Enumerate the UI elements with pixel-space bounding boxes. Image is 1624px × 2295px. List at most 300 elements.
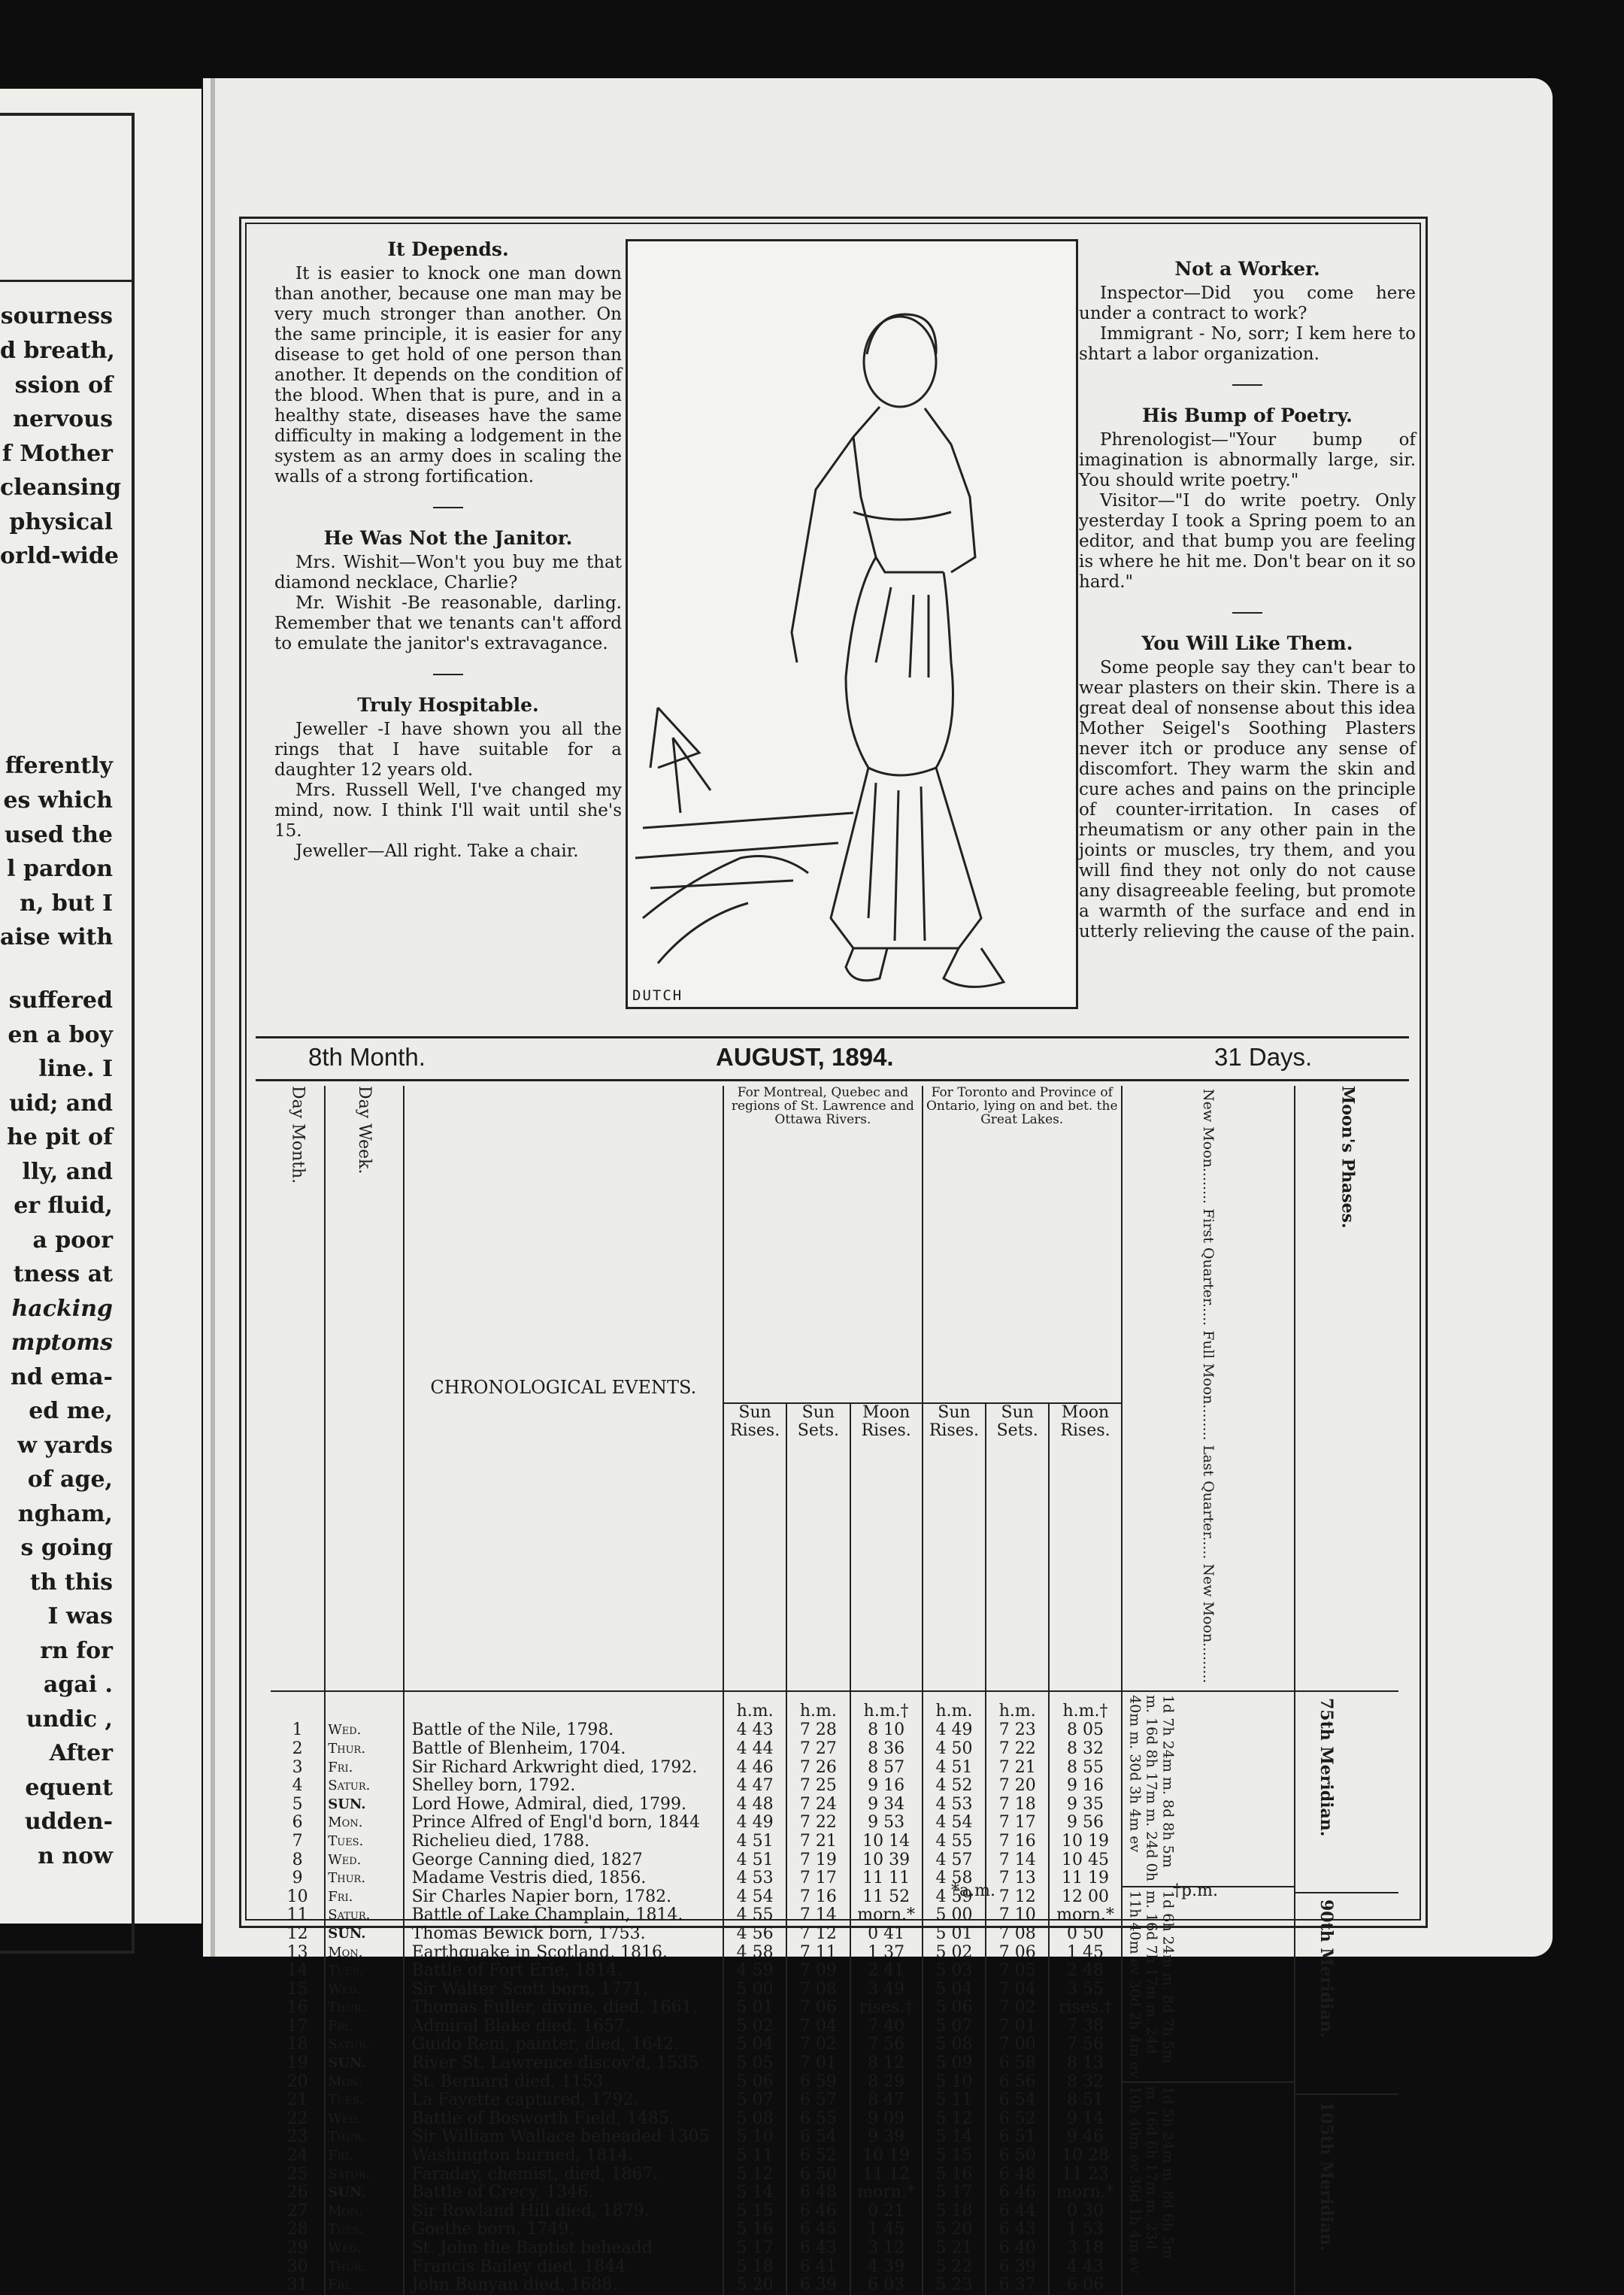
toronto-sun-set: 6 40 [986, 2239, 1049, 2258]
day-of-week: Tues. [325, 2091, 403, 2110]
montreal-sun-rise: 4 43 [723, 1721, 786, 1740]
montreal-sun-set: 7 09 [786, 1962, 850, 1981]
montreal-sun-set: 7 08 [786, 1981, 850, 1999]
day-of-week: Fri. [325, 1759, 403, 1778]
toronto-sun-rise: 5 12 [923, 2110, 986, 2129]
blank-cell [325, 1691, 403, 1721]
dialogue-line: Mrs. Wishit—Won't you buy me that diamond necklace, Charlie? [274, 553, 622, 593]
meridian-label: 90th Meridian. [1316, 1899, 1337, 2039]
toronto-moon-rise: 6 06 [1049, 2276, 1121, 2295]
toronto-moon-rise: 8 13 [1049, 2054, 1121, 2073]
blank-cell [271, 1691, 325, 1721]
day-of-month: 22 [286, 2109, 308, 2128]
header-sun-rises: Sun Rises. [923, 1403, 986, 1691]
day-of-month: 14 [286, 1961, 308, 1981]
montreal-moon-rise: 10 39 [850, 1851, 923, 1870]
meridian-block [1295, 2093, 1398, 2295]
header-montreal-group: For Montreal, Quebec and regions of St. Lawrence and Ottawa Rivers. [723, 1086, 923, 1403]
left-page-line: es which [3, 787, 113, 814]
montreal-sun-rise: 4 46 [723, 1759, 786, 1778]
day-of-month: 23 [286, 2127, 308, 2147]
event-description: Sir William Wallace beheaded 1305 [404, 2128, 723, 2147]
montreal-sun-set: 7 11 [786, 1944, 850, 1963]
unit-label: h.m.† [850, 1691, 923, 1721]
toronto-sun-rise: 4 51 [923, 1759, 986, 1778]
left-page-line: l pardon [7, 856, 113, 882]
montreal-sun-rise: 4 49 [723, 1814, 786, 1833]
day-of-month: 20 [286, 2072, 308, 2091]
dialogue-line: Jeweller -I have shown you all the rings that I have suitable for a daughter 12 years old. [274, 720, 622, 780]
montreal-sun-set: 7 21 [786, 1833, 850, 1851]
montreal-moon-rise: 2 41 [850, 1962, 923, 1981]
header-moon-rises: Moon Rises. [1049, 1403, 1121, 1691]
left-page-line: nervous [13, 406, 113, 432]
event-description: La Fayette captured, 1792. [404, 2091, 723, 2110]
toronto-sun-rise: 5 15 [923, 2147, 986, 2166]
montreal-moon-rise: 11 11 [850, 1869, 923, 1888]
left-page-line: s going [20, 1535, 113, 1561]
montreal-moon-rise: 10 19 [850, 2147, 923, 2166]
toronto-sun-rise: 4 52 [923, 1777, 986, 1796]
event-description: John Bunyan died, 1688. [404, 2276, 723, 2295]
montreal-sun-set: 7 27 [786, 1740, 850, 1759]
day-of-month: 31 [286, 2275, 308, 2295]
montreal-sun-rise: 5 11 [723, 2147, 786, 2166]
left-page-line: sourness [0, 303, 113, 329]
day-of-month: 2 [292, 1739, 303, 1758]
phase-times: 1d 7h 24m m. 8d 8h 5m m. 16d 8h 17m m. 24d 0h 40m m. 30d 3h 4m ev [1126, 1695, 1177, 1882]
header-sun-sets: Sun Sets. [986, 1403, 1049, 1691]
day-of-week: Wed. [325, 2239, 403, 2258]
toronto-sun-rise: 5 08 [923, 2036, 986, 2054]
montreal-sun-rise: 5 10 [723, 2128, 786, 2147]
toronto-sun-rise: 5 21 [923, 2239, 986, 2258]
montreal-sun-rise: 5 18 [723, 2258, 786, 2277]
montreal-moon-rise: 1 37 [850, 1944, 923, 1963]
phase-times-block [1123, 2081, 1295, 2277]
montreal-sun-set: 6 41 [786, 2258, 850, 2277]
toronto-moon-rise: 9 46 [1049, 2128, 1121, 2147]
left-page-line: I was [47, 1603, 113, 1630]
montreal-moon-rise: 3 49 [850, 1981, 923, 1999]
left-page-line: ssion of [14, 372, 113, 399]
toronto-sun-rise: 5 20 [923, 2221, 986, 2239]
toronto-sun-rise: 4 58 [923, 1869, 986, 1888]
montreal-moon-rise: 8 47 [850, 2091, 923, 2110]
days-count: 31 Days. [1214, 1043, 1313, 1071]
event-description: St. Bernard died, 1153. [404, 2073, 723, 2092]
meridian-label: 105th Meridian. [1316, 2101, 1337, 2251]
toronto-moon-rise: 10 19 [1049, 1833, 1121, 1851]
montreal-sun-rise: 5 16 [723, 2221, 786, 2239]
montreal-sun-set: 6 45 [786, 2221, 850, 2239]
montreal-sun-rise: 5 00 [723, 1981, 786, 1999]
left-page-line: mptoms [11, 1329, 113, 1356]
unit-label: h.m. [723, 1691, 786, 1721]
day-of-week: Thur. [325, 2128, 403, 2147]
event-description: Lord Howe, Admiral, died, 1799. [404, 1796, 723, 1814]
left-page-line: tness at [13, 1261, 113, 1287]
toronto-sun-rise: 5 02 [923, 1944, 986, 1963]
footnote-pm: †p.m. [1173, 1881, 1218, 1900]
toronto-sun-rise: 5 09 [923, 2054, 986, 2073]
montreal-sun-set: 6 52 [786, 2147, 850, 2166]
event-description: Sir Rowland Hill died, 1879. [404, 2203, 723, 2221]
montreal-moon-rise: 9 34 [850, 1796, 923, 1814]
event-description: Sir Walter Scott born, 1771. [404, 1981, 723, 1999]
event-description: Richelieu died, 1788. [404, 1833, 723, 1851]
montreal-sun-set: 7 01 [786, 2054, 850, 2073]
left-page-line: uid; and [9, 1090, 113, 1117]
toronto-sun-set: 6 39 [986, 2258, 1049, 2277]
toronto-sun-set: 7 10 [986, 1906, 1049, 1925]
day-of-week: Fri. [325, 2147, 403, 2166]
toronto-moon-rise: 8 51 [1049, 2091, 1121, 2110]
toronto-moon-rise: 7 56 [1049, 2036, 1121, 2054]
left-page-line: w yards [17, 1432, 113, 1459]
toronto-sun-rise: 5 00 [923, 1906, 986, 1925]
montreal-sun-set: 6 57 [786, 2091, 850, 2110]
event-description: Battle of Fort Erie, 1814. [404, 1962, 723, 1981]
toronto-sun-set: 7 22 [986, 1740, 1049, 1759]
header-moon-rises: Moon Rises. [850, 1403, 923, 1691]
separator [1232, 612, 1262, 614]
day-of-month: 21 [286, 2090, 308, 2110]
day-of-week: Thur. [325, 1869, 403, 1888]
header-sun-sets: Sun Sets. [786, 1403, 850, 1691]
day-of-week: Satur. [325, 2166, 403, 2184]
event-description: Sir Richard Arkwright died, 1792. [404, 1759, 723, 1778]
toronto-sun-set: 6 37 [986, 2276, 1049, 2295]
header-day-week: Day Week. [325, 1086, 403, 1691]
montreal-sun-set: 6 54 [786, 2128, 850, 2147]
montreal-sun-set: 7 26 [786, 1759, 850, 1778]
toronto-moon-rise: 3 55 [1049, 1981, 1121, 1999]
day-of-month: 4 [292, 1776, 303, 1796]
day-of-month: 8 [292, 1850, 303, 1869]
toronto-sun-rise: 4 55 [923, 1833, 986, 1851]
dialogue-line: Visitor—"I do write poetry. Only yesterday I took a Spring poem to an editor, and that bump you are feeling is where he hit me. Don't bear on it so hard." [1079, 491, 1416, 592]
moon-phase-times [1122, 1691, 1295, 2295]
toronto-sun-rise: 5 16 [923, 2166, 986, 2184]
day-of-week: Mon. [325, 2073, 403, 2092]
montreal-sun-rise: 4 54 [723, 1888, 786, 1907]
day-of-month: 7 [292, 1831, 303, 1851]
montreal-moon-rise: 8 12 [850, 2054, 923, 2073]
montreal-sun-rise: 4 51 [723, 1833, 786, 1851]
montreal-sun-set: 6 39 [786, 2276, 850, 2295]
left-page-line: agai . [43, 1672, 113, 1698]
toronto-sun-set: 6 58 [986, 2054, 1049, 2073]
article-title-janitor: He Was Not the Janitor. [323, 527, 573, 549]
montreal-moon-rise: 7 40 [850, 2018, 923, 2036]
dialogue-line: Mr. Wishit -Be reasonable, darling. Remember that we tenants can't afford to emulate the janitor's extravagance. [274, 593, 622, 653]
toronto-sun-set: 7 04 [986, 1981, 1049, 1999]
montreal-sun-rise: 4 58 [723, 1944, 786, 1963]
montreal-sun-set: 6 48 [786, 2184, 850, 2203]
left-page-line: udden- [24, 1808, 113, 1835]
event-description: Faraday, chemist, died, 1867. [404, 2166, 723, 2184]
toronto-moon-rise: 1 45 [1049, 1944, 1121, 1963]
almanac-table [271, 1086, 1398, 2295]
meridian-block [1295, 1892, 1398, 2093]
toronto-moon-rise: 11 23 [1049, 2166, 1121, 2184]
left-column [274, 239, 622, 862]
left-page-line: a poor [32, 1227, 113, 1254]
left-page-line: nd ema- [11, 1364, 113, 1390]
montreal-sun-set: 7 24 [786, 1796, 850, 1814]
montreal-sun-set: 6 59 [786, 2073, 850, 2092]
left-page-line: After [49, 1740, 113, 1766]
montreal-sun-rise: 5 15 [723, 2203, 786, 2221]
day-of-month: 13 [286, 1942, 308, 1962]
toronto-sun-rise: 4 49 [923, 1721, 986, 1740]
header-events: CHRONOLOGICAL EVENTS. [404, 1086, 723, 1691]
toronto-sun-set: 6 44 [986, 2203, 1049, 2221]
dialogue-line: Inspector—Did you come here under a contract to work? [1079, 283, 1416, 323]
montreal-sun-set: 7 04 [786, 2018, 850, 2036]
montreal-sun-set: 7 02 [786, 2036, 850, 2054]
montreal-moon-rise: 8 36 [850, 1740, 923, 1759]
left-page-line: er fluid, [14, 1193, 113, 1219]
header-phase-names: New Moon........ First Quarter..... Full Moon........ Last Quarter..... New Moon......... [1122, 1086, 1295, 1691]
toronto-sun-set: 7 00 [986, 2036, 1049, 2054]
day-of-month: 26 [286, 2183, 308, 2203]
illustration-caption: DUTCH [632, 987, 683, 1004]
day-of-month: 17 [286, 2016, 308, 2036]
left-page-line: d breath, [0, 338, 115, 364]
toronto-sun-rise: 4 50 [923, 1740, 986, 1759]
toronto-moon-rise: morn.* [1049, 1906, 1121, 1925]
montreal-moon-rise: 4 39 [850, 2258, 923, 2277]
day-of-month: 25 [286, 2164, 308, 2184]
montreal-sun-set: 7 17 [786, 1869, 850, 1888]
toronto-sun-set: 7 13 [986, 1869, 1049, 1888]
montreal-moon-rise: 8 29 [850, 2073, 923, 2092]
day-of-week: Tues. [325, 1833, 403, 1851]
toronto-sun-rise: 5 22 [923, 2258, 986, 2277]
almanac-body [271, 1691, 1398, 2295]
montreal-moon-rise: 0 41 [850, 1925, 923, 1944]
day-of-month: 15 [286, 1979, 308, 1999]
toronto-sun-rise: 5 04 [923, 1981, 986, 1999]
toronto-sun-rise: 4 54 [923, 1814, 986, 1833]
toronto-moon-rise: 11 19 [1049, 1869, 1121, 1888]
event-description: Battle of the Nile, 1798. [404, 1721, 723, 1740]
day-of-month: 18 [286, 2035, 308, 2054]
left-page-line: undic , [26, 1706, 113, 1733]
montreal-sun-set: 6 55 [786, 2110, 850, 2129]
toronto-moon-rise: morn.* [1049, 2184, 1121, 2203]
event-description: St. John the Baptist beheadd [404, 2239, 723, 2258]
day-of-week: SUN. [325, 1925, 403, 1944]
left-page-line: physical [9, 509, 113, 535]
montreal-sun-set: 7 16 [786, 1888, 850, 1907]
left-page-line: cleansing [0, 474, 122, 501]
left-page-line: line. I [38, 1056, 113, 1082]
montreal-moon-rise: 9 16 [850, 1777, 923, 1796]
day-of-month: 6 [292, 1813, 303, 1833]
article-title-not-a-worker: Not a Worker. [1174, 258, 1320, 280]
event-description: Thomas Bewick born, 1753. [404, 1925, 723, 1944]
montreal-moon-rise: 7 56 [850, 2036, 923, 2054]
article-text-it-depends: It is easier to knock one man down than another, because one man may be very much stronger than another. On the same principle, it is easier for any disease to get hold of one person than another. It depends on the condition of the blood. When that is pure, and in a healthy state, diseases have the same difficulty in making a lodgement in the system as an army does in scaling the walls of a strong fortification. [274, 264, 622, 487]
montreal-sun-set: 6 46 [786, 2203, 850, 2221]
meridian-labels [1295, 1691, 1398, 2295]
phase-times-block [1123, 1886, 1295, 2081]
day-of-month: 9 [292, 1869, 303, 1888]
day-of-month: 10 [286, 1887, 308, 1906]
day-of-week: Wed. [325, 1721, 403, 1740]
event-description: River St. Lawrence discov'd, 1535 [404, 2054, 723, 2073]
day-of-week: Satur. [325, 1906, 403, 1925]
header-day-month: Day Month. [271, 1086, 325, 1691]
toronto-sun-rise: 5 14 [923, 2128, 986, 2147]
day-of-month: 28 [286, 2220, 308, 2239]
montreal-moon-rise: 6 03 [850, 2276, 923, 2295]
toronto-sun-set: 7 05 [986, 1962, 1049, 1981]
montreal-sun-rise: 5 20 [723, 2276, 786, 2295]
montreal-moon-rise: 10 14 [850, 1833, 923, 1851]
montreal-moon-rise: rises.† [850, 1999, 923, 2018]
event-description: Battle of Blenheim, 1704. [404, 1740, 723, 1759]
montreal-sun-rise: 5 06 [723, 2073, 786, 2092]
montreal-sun-set: 7 28 [786, 1721, 850, 1740]
montreal-sun-set: 7 19 [786, 1851, 850, 1870]
header-moon-phases: Moon's Phases. [1295, 1086, 1398, 1691]
toronto-sun-rise: 5 03 [923, 1962, 986, 1981]
montreal-moon-rise: 9 09 [850, 2110, 923, 2129]
toronto-moon-rise: 9 16 [1049, 1777, 1121, 1796]
toronto-sun-rise: 5 06 [923, 1999, 986, 2018]
month-number: 8th Month. [308, 1043, 426, 1071]
montreal-sun-rise: 5 01 [723, 1999, 786, 2018]
day-of-week: Wed. [325, 1851, 403, 1870]
toronto-moon-rise: 9 35 [1049, 1796, 1121, 1814]
toronto-sun-set: 6 51 [986, 2128, 1049, 2147]
toronto-sun-set: 7 06 [986, 1944, 1049, 1963]
day-of-week: SUN. [325, 2054, 403, 2073]
montreal-sun-rise: 5 17 [723, 2239, 786, 2258]
toronto-moon-rise: 12 00 [1049, 1888, 1121, 1907]
toronto-sun-set: 7 20 [986, 1777, 1049, 1796]
toronto-sun-rise: 5 18 [923, 2203, 986, 2221]
montreal-moon-rise: 8 10 [850, 1721, 923, 1740]
event-description: Battle of Bosworth Field, 1485. [404, 2110, 723, 2129]
event-description: Shelley born, 1792. [404, 1777, 723, 1796]
toronto-sun-set: 7 23 [986, 1721, 1049, 1740]
day-of-month: 27 [286, 2201, 308, 2221]
toronto-moon-rise: 9 56 [1049, 1814, 1121, 1833]
unit-label: h.m. [786, 1691, 850, 1721]
left-page-line: fferently [5, 753, 113, 779]
montreal-sun-rise: 5 05 [723, 2054, 786, 2073]
month-header-bar [256, 1036, 1409, 1081]
left-page-line: of age, [27, 1466, 113, 1493]
toronto-sun-set: 7 21 [986, 1759, 1049, 1778]
article-title-bump-of-poetry: His Bump of Poetry. [1142, 405, 1353, 426]
day-of-month: 1 [292, 1720, 303, 1740]
day-of-month: 30 [286, 2257, 308, 2276]
left-page-line: en a boy [8, 1022, 113, 1048]
day-of-week: Tues. [325, 2221, 403, 2239]
dialogue-line: Mrs. Russell Well, I've changed my mind, now. I think I'll wait until she's 15. [274, 781, 622, 841]
montreal-sun-set: 7 14 [786, 1906, 850, 1925]
dialogue-line: Jeweller—All right. Take a chair. [295, 841, 579, 861]
day-of-week: Wed. [325, 1981, 403, 1999]
left-page-line: he pit of [7, 1124, 113, 1151]
day-of-month: 3 [292, 1757, 303, 1777]
montreal-sun-rise: 5 07 [723, 2091, 786, 2110]
day-of-month: 5 [292, 1794, 303, 1814]
day-of-month: 24 [286, 2146, 308, 2166]
montreal-moon-rise: 1 45 [850, 2221, 923, 2239]
page-spine [211, 78, 215, 1957]
toronto-sun-set: 7 18 [986, 1796, 1049, 1814]
left-page-line: ngham, [17, 1501, 113, 1527]
left-page-line: equent [25, 1775, 113, 1801]
event-description: Goethe born, 1749. [404, 2221, 723, 2239]
montreal-sun-rise: 4 51 [723, 1851, 786, 1870]
toronto-sun-rise: 4 57 [923, 1851, 986, 1870]
toronto-moon-rise: 10 28 [1049, 2147, 1121, 2166]
montreal-moon-rise: 9 53 [850, 1814, 923, 1833]
toronto-sun-rise: 5 01 [923, 1925, 986, 1944]
toronto-sun-rise: 4 59 [923, 1888, 986, 1907]
day-of-week: SUN. [325, 2184, 403, 2203]
left-page-line: hacking [11, 1296, 113, 1322]
montreal-sun-rise: 5 04 [723, 2036, 786, 2054]
montreal-sun-rise: 4 56 [723, 1925, 786, 1944]
montreal-sun-set: 7 12 [786, 1925, 850, 1944]
separator [433, 507, 463, 508]
day-of-week: Mon. [325, 1814, 403, 1833]
event-description: George Canning died, 1827 [404, 1851, 723, 1870]
toronto-sun-set: 7 02 [986, 1999, 1049, 2018]
right-column [1079, 259, 1416, 942]
phase-times-block [1123, 1692, 1295, 1886]
day-of-week: Wed. [325, 2110, 403, 2129]
montreal-moon-rise: 11 12 [850, 2166, 923, 2184]
day-of-month: 29 [286, 2239, 308, 2257]
left-page-line: aise with [0, 924, 114, 950]
unit-label: h.m.† [1049, 1691, 1121, 1721]
event-description: Madame Vestris died, 1856. [404, 1869, 723, 1888]
toronto-moon-rise: 1 53 [1049, 2221, 1121, 2239]
month-title: AUGUST, 1894. [716, 1043, 894, 1071]
dutch-girl-drawing [628, 241, 1076, 1007]
toronto-moon-rise: 9 14 [1049, 2110, 1121, 2129]
montreal-sun-rise: 5 02 [723, 2018, 786, 2036]
montreal-sun-rise: 4 47 [723, 1777, 786, 1796]
day-of-week: Mon. [325, 1944, 403, 1963]
advertisement-text: Some people say they can't bear to wear plasters on their skin. There is a great deal of nonsense about this idea Mother Seigel's Soothing Plasters never itch or produce any sense of discomfort. They warm the skin and cure aches and pains on the principle of counter-irritation. In cases of rheumatism or any other pain in the joints or muscles, try them, and you will find they not only do not cause any disagreeable feeling, but promote a warmth of the surface and end in utterly relieving the cause of the pain. [1079, 658, 1416, 941]
toronto-moon-rise: 0 50 [1049, 1925, 1121, 1944]
montreal-sun-set: 7 06 [786, 1999, 850, 2018]
toronto-sun-rise: 5 17 [923, 2184, 986, 2203]
toronto-sun-set: 7 14 [986, 1851, 1049, 1870]
toronto-moon-rise: 7 38 [1049, 2018, 1121, 2036]
toronto-sun-set: 6 52 [986, 2110, 1049, 2129]
toronto-moon-rise: 10 45 [1049, 1851, 1121, 1870]
toronto-sun-set: 7 12 [986, 1888, 1049, 1907]
toronto-moon-rise: 8 55 [1049, 1759, 1121, 1778]
toronto-sun-set: 7 16 [986, 1833, 1049, 1851]
toronto-sun-rise: 4 53 [923, 1796, 986, 1814]
event-description: Francis Bailey died, 1844 [404, 2258, 723, 2277]
article-title-it-depends: It Depends. [387, 238, 509, 260]
toronto-moon-rise: 4 43 [1049, 2258, 1121, 2277]
